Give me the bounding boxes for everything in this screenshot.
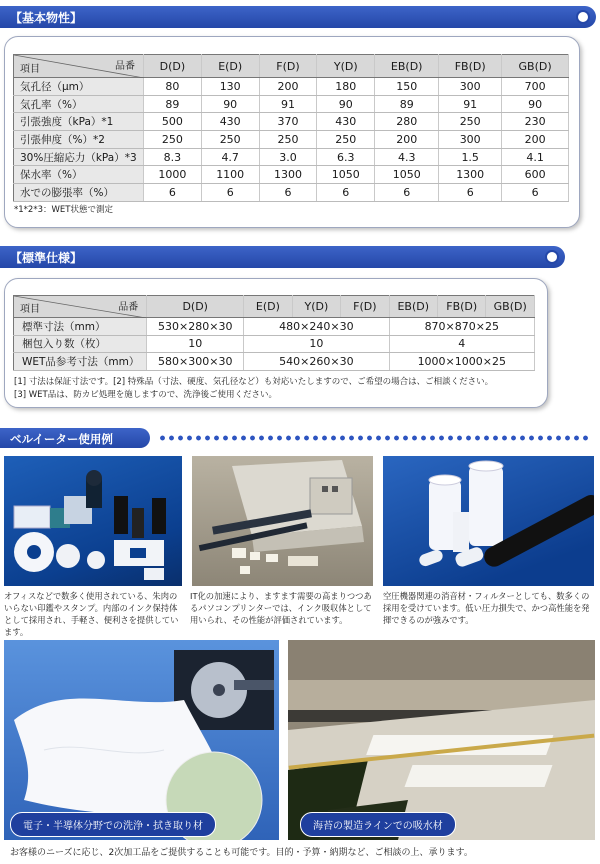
cell: 90	[317, 95, 375, 113]
seaweed-line-illustration	[288, 640, 595, 840]
table-corner-cell	[14, 296, 147, 318]
cell: 150	[375, 78, 439, 96]
cell: 4	[389, 335, 534, 353]
caption-filters: 空圧機器関連の消音材・フィルターとしても、数多くの採用を受けています。低い圧力損失で、かつ高性能を発揮できるのが強みです。	[383, 591, 590, 625]
section-header-basic-props	[0, 6, 596, 28]
cell: 4.1	[502, 148, 569, 166]
cell: 91	[439, 95, 502, 113]
photo-stamps	[4, 456, 182, 586]
cell: 10	[244, 335, 389, 353]
row-label: WET品参考寸法（mm）	[14, 353, 147, 371]
bullet-circle-icon	[545, 250, 559, 264]
cell: 370	[259, 113, 317, 131]
cell: 1050	[375, 166, 439, 184]
col-header: D(D)	[144, 55, 202, 78]
label-pill-electronics: 電子・半導体分野での洗浄・拭き取り材	[10, 812, 216, 837]
cell: 91	[259, 95, 317, 113]
table-row	[14, 148, 569, 166]
cell: 870×870×25	[389, 318, 534, 336]
cell: 1.5	[439, 148, 502, 166]
col-header: EB(D)	[389, 296, 437, 318]
table-corner-cell	[14, 55, 144, 78]
cell: 580×300×30	[147, 353, 244, 371]
cell: 6	[144, 184, 202, 202]
basic-props-table	[13, 54, 569, 202]
cell: 6	[259, 184, 317, 202]
row-label: 30%圧縮応力（kPa）*3	[14, 148, 144, 166]
col-header: F(D)	[341, 296, 389, 318]
table1-note: *1*2*3：WET状態で測定	[14, 205, 113, 215]
col-header: FB(D)	[439, 55, 502, 78]
corner-item-label: 項目	[20, 64, 40, 75]
cell: 90	[201, 95, 259, 113]
cell: 250	[317, 131, 375, 149]
section-title: 【標準仕様】	[10, 251, 83, 265]
cell: 89	[375, 95, 439, 113]
cell: 300	[439, 131, 502, 149]
col-header: E(D)	[201, 55, 259, 78]
cell: 300	[439, 78, 502, 96]
row-label: 水での膨張率（%）	[14, 184, 144, 202]
cell: 530×280×30	[147, 318, 244, 336]
cell: 6	[439, 184, 502, 202]
table-row	[14, 113, 569, 131]
cell: 700	[502, 78, 569, 96]
col-header: D(D)	[147, 296, 244, 318]
col-header: GB(D)	[486, 296, 535, 318]
table-row	[14, 353, 535, 371]
caption-printer: IT化の加速により、ますます需要の高まりつつあるパソコンプリンターでは、インク吸収体として用いられ、その性能が評価されています。	[190, 591, 372, 625]
cell: 6	[201, 184, 259, 202]
row-label: 梱包入り数（枚）	[14, 335, 147, 353]
table2-note-1: [1] 寸法は保証寸法です。[2] 特殊品（寸法、硬度、気孔径など）も対応いたしますので、ご希望の場合は、ご相談ください。	[14, 377, 494, 387]
cell: 250	[259, 131, 317, 149]
photo-filters	[383, 456, 594, 586]
cell: 8.3	[144, 148, 202, 166]
footer-note: お客様のニーズに応じ、2次加工品をご提供することも可能です。目的・予算・納期など、ご相談の上、承ります。	[10, 848, 473, 858]
table-row	[14, 318, 535, 336]
section-title: 【基本物性】	[10, 11, 83, 25]
cell: 540×260×30	[244, 353, 389, 371]
cell: 6	[317, 184, 375, 202]
cell: 4.3	[375, 148, 439, 166]
cell: 230	[502, 113, 569, 131]
row-label: 気孔率（%）	[14, 95, 144, 113]
dotted-rule	[158, 434, 588, 442]
row-label: 気孔径（μm）	[14, 78, 144, 96]
row-label: 引張強度（kPa）*1	[14, 113, 144, 131]
cell: 200	[375, 131, 439, 149]
cell: 6	[375, 184, 439, 202]
cell: 90	[502, 95, 569, 113]
filters-illustration	[383, 456, 594, 586]
cell: 1300	[259, 166, 317, 184]
cell: 200	[259, 78, 317, 96]
corner-grade-label: 品番	[115, 61, 135, 72]
cell: 180	[317, 78, 375, 96]
corner-grade-label: 品番	[118, 302, 139, 313]
table-row	[14, 78, 569, 96]
cell: 10	[147, 335, 244, 353]
cell: 430	[201, 113, 259, 131]
photo-seaweed-line	[288, 640, 595, 840]
cell: 6	[502, 184, 569, 202]
table2-note-2: [3] WET品は、防カビ処理を施しますので、洗浄後ご使用ください。	[14, 390, 278, 400]
col-header: F(D)	[259, 55, 317, 78]
cell: 250	[144, 131, 202, 149]
photo-printer	[192, 456, 373, 586]
table-row	[14, 335, 535, 353]
caption-stamps: オフィスなどで数多く使用されている、朱肉のいらない印鑑やスタンプ。内部のインク保持体として採用され、手軽さ、便利さを提供しています。	[4, 591, 179, 637]
cell: 6.3	[317, 148, 375, 166]
cell: 200	[502, 131, 569, 149]
table-row	[14, 131, 569, 149]
corner-item-label: 項目	[20, 304, 40, 315]
cell: 1050	[317, 166, 375, 184]
wiper-illustration	[4, 640, 279, 840]
cell: 280	[375, 113, 439, 131]
table-row	[14, 166, 569, 184]
row-label: 標準寸法（mm）	[14, 318, 147, 336]
stamps-illustration	[4, 456, 182, 586]
photo-cleanroom-wiper	[4, 640, 279, 840]
col-header: FB(D)	[438, 296, 486, 318]
table-row	[14, 184, 569, 202]
col-header: GB(D)	[502, 55, 569, 78]
section-header-standard-spec	[0, 246, 565, 268]
col-header: E(D)	[244, 296, 292, 318]
cell: 1100	[201, 166, 259, 184]
cell: 1000	[144, 166, 202, 184]
col-header: Y(D)	[292, 296, 340, 318]
col-header: EB(D)	[375, 55, 439, 78]
bullet-circle-icon	[576, 10, 590, 24]
cell: 250	[201, 131, 259, 149]
cell: 3.0	[259, 148, 317, 166]
row-label: 引張伸度（%）*2	[14, 131, 144, 149]
cell: 80	[144, 78, 202, 96]
col-header: Y(D)	[317, 55, 375, 78]
standard-spec-table	[13, 295, 535, 371]
cell: 130	[201, 78, 259, 96]
cell: 1300	[439, 166, 502, 184]
table-row	[14, 95, 569, 113]
cell: 89	[144, 95, 202, 113]
cell: 480×240×30	[244, 318, 389, 336]
cell: 600	[502, 166, 569, 184]
label-pill-seaweed: 海苔の製造ラインでの吸水材	[300, 812, 456, 837]
cell: 250	[439, 113, 502, 131]
cell: 1000×1000×25	[389, 353, 534, 371]
row-label: 保水率（%）	[14, 166, 144, 184]
cell: 4.7	[201, 148, 259, 166]
examples-header: ベルイーター使用例	[0, 428, 150, 448]
printer-illustration	[192, 456, 373, 586]
cell: 430	[317, 113, 375, 131]
cell: 500	[144, 113, 202, 131]
